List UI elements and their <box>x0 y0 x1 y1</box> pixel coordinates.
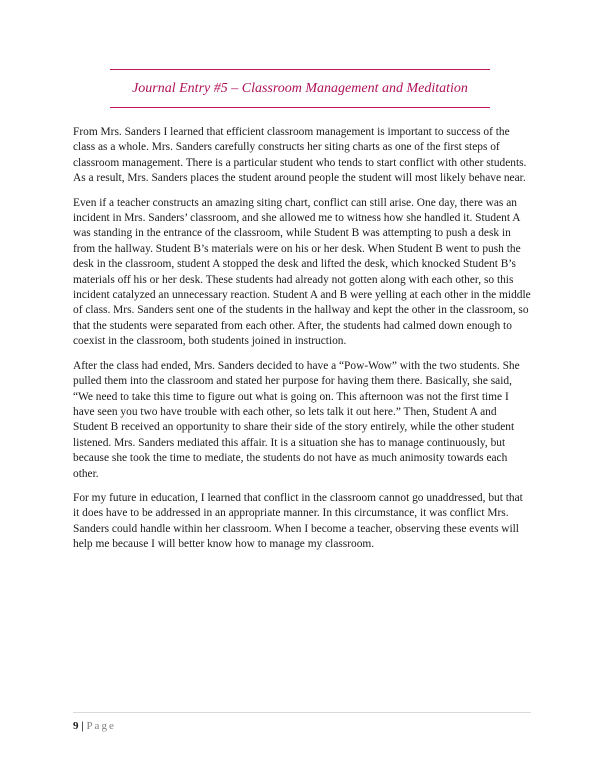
paragraph-2: Even if a teacher constructs an amazing siting chart, conflict can still arise. One day, there was an incident in Mrs. Sanders’ classroom, and she allowed me to witness how she handled it. Student A was standing in the entrance of the classroom, while Student B was attempting to push a desk in from the hallway. Student B’s materials were on his or her desk. When Student B went to push the desk in the classroom, student A stopped the desk and lifted the desk, which knocked Student B’s materials off his or her desk. These students had already not gotten along with each other, so this incident catalyzed an unnecessary reaction. Student A and B were yelling at each other in the middle of class. Mrs. Sanders sent one of the students in the hallway and kept the other in the classroom, so that the students were separated from each other. After, the students had calmed down enough to coexist in the classroom, both students joined in instruction. <box>73 196 531 348</box>
title-bottom-rule <box>110 107 490 108</box>
journal-body <box>73 125 531 562</box>
footer-text <box>73 713 531 733</box>
paragraph-3: After the class had ended, Mrs. Sanders decided to have a “Pow-Wow” with the two students. She pulled them into the classroom and stated her purpose for having them there. Basically, she said, “We need to take this time to figure out what is going on. This afternoon was not the first time I have seen you two have trouble with each other, so lets talk it out here.” Then, Student A and Student B received an opportunity to share their side of the story entirely, while the other student listened. Mrs. Sanders mediated this affair. It is a situation she has to manage continuously, but because she took the time to mediate, the students do not have as much animosity towards each other. <box>73 359 520 480</box>
page-title: Journal Entry #5 – Classroom Management and Meditation <box>132 81 468 96</box>
paragraph-1: From Mrs. Sanders I learned that efficient classroom management is important to success of the class as a whole. Mrs. Sanders carefully constructs her siting charts as one of the first steps of classroom management. There is a particular student who tends to start conflict with other students. As a result, Mrs. Sanders places the student around people the student will most likely behave near. <box>73 126 527 185</box>
footer-separator: | <box>81 720 84 732</box>
paragraph-4: For my future in education, I learned that conflict in the classroom cannot go unaddressed, but that it does have to be addressed in an appropriate manner. In this circumstance, it was conflict Mrs. Sanders could handle within her classroom. When I become a teacher, observing these events will help me because I will better know how to manage my classroom. <box>73 491 523 551</box>
title-block <box>110 69 490 108</box>
page-footer <box>73 712 531 733</box>
page-number: 9 <box>73 720 79 732</box>
page-label: Page <box>86 720 116 732</box>
